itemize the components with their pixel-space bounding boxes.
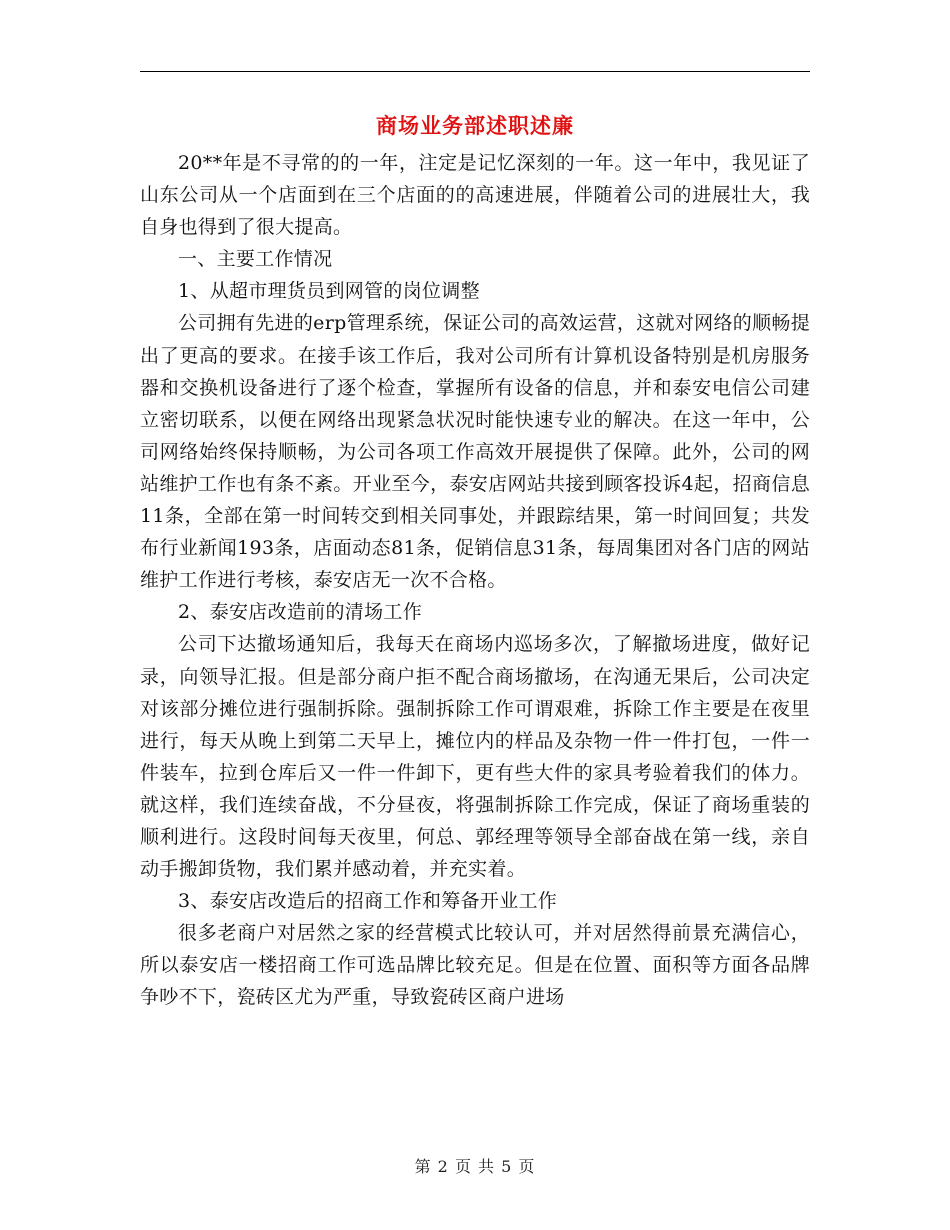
paragraph-network: 公司拥有先进的erp管理系统，保证公司的高效运营，这就对网络的顺畅提出了更高的要求。在接手该工作后，我对公司所有计算机设备特别是机房服务器和交换机设备进行了逐个检查，掌握所有设备的信息，并和泰安电信公司建立密切联系，以便在网络出现紧急状况时能快速专业的解决。在这一年中，公司网络始终保持顺畅，为公司各项工作高效开展提供了保障。此外，公司的网站维护工作也有条不紊。开业至今，泰安店网站共接到顾客投诉4起，招商信息11条，全部在第一时间转交到相关同事处，并跟踪结果，第一时间回复；共发布行业新闻193条，店面动态81条，促销信息31条，每周集团对各门店的网站维护工作进行考核，泰安店无一次不合格。: [140, 312, 810, 592]
subheading-3: 3、泰安店改造后的招商工作和筹备开业工作: [178, 890, 558, 913]
header-rule: [140, 71, 810, 72]
document-body: [140, 147, 810, 1014]
page-number-footer: 第 2 页 共 5 页: [414, 1157, 536, 1176]
subheading-2: 2、泰安店改造前的清场工作: [178, 601, 422, 624]
paragraph-clearance: 公司下达撤场通知后，我每天在商场内巡场多次，了解撤场进度，做好记录，向领导汇报。但是部分商户拒不配合商场撤场，在沟通无果后，公司决定对该部分摊位进行强制拆除。强制拆除工作可谓艰难，拆除工作主要是在夜里进行，每天从晚上到第二天早上，摊位内的样品及杂物一件一件打包，一件一件装车，拉到仓库后又一件一件卸下，更有些大件的家具考验着我们的体力。就这样，我们连续奋战，不分昼夜，将强制拆除工作完成，保证了商场重装的顺利进行。这段时间每天夜里，何总、郭经理等领导全部奋战在第一线，亲自动手搬卸货物，我们累并感动着，并充实着。: [140, 633, 810, 881]
paragraph-investment: 很多老商户对居然之家的经营模式比较认可，并对居然得前景充满信心，所以泰安店一楼招商工作可选品牌比较充足。但是在位置、面积等方面各品牌争吵不下，瓷砖区尤为严重，导致瓷砖区商户进场: [140, 922, 810, 1009]
document-title: 商场业务部述职述廉: [376, 113, 574, 138]
paragraph-intro: 20**年是不寻常的的一年，注定是记忆深刻的一年。这一年中，我见证了山东公司从一个店面到在三个店面的的高速进展，伴随着公司的进展壮大，我自身也得到了很大提高。: [140, 152, 810, 239]
section-heading-main-work: 一、主要工作情况: [178, 248, 333, 271]
subheading-1: 1、从超市理货员到网管的岗位调整: [178, 280, 480, 303]
